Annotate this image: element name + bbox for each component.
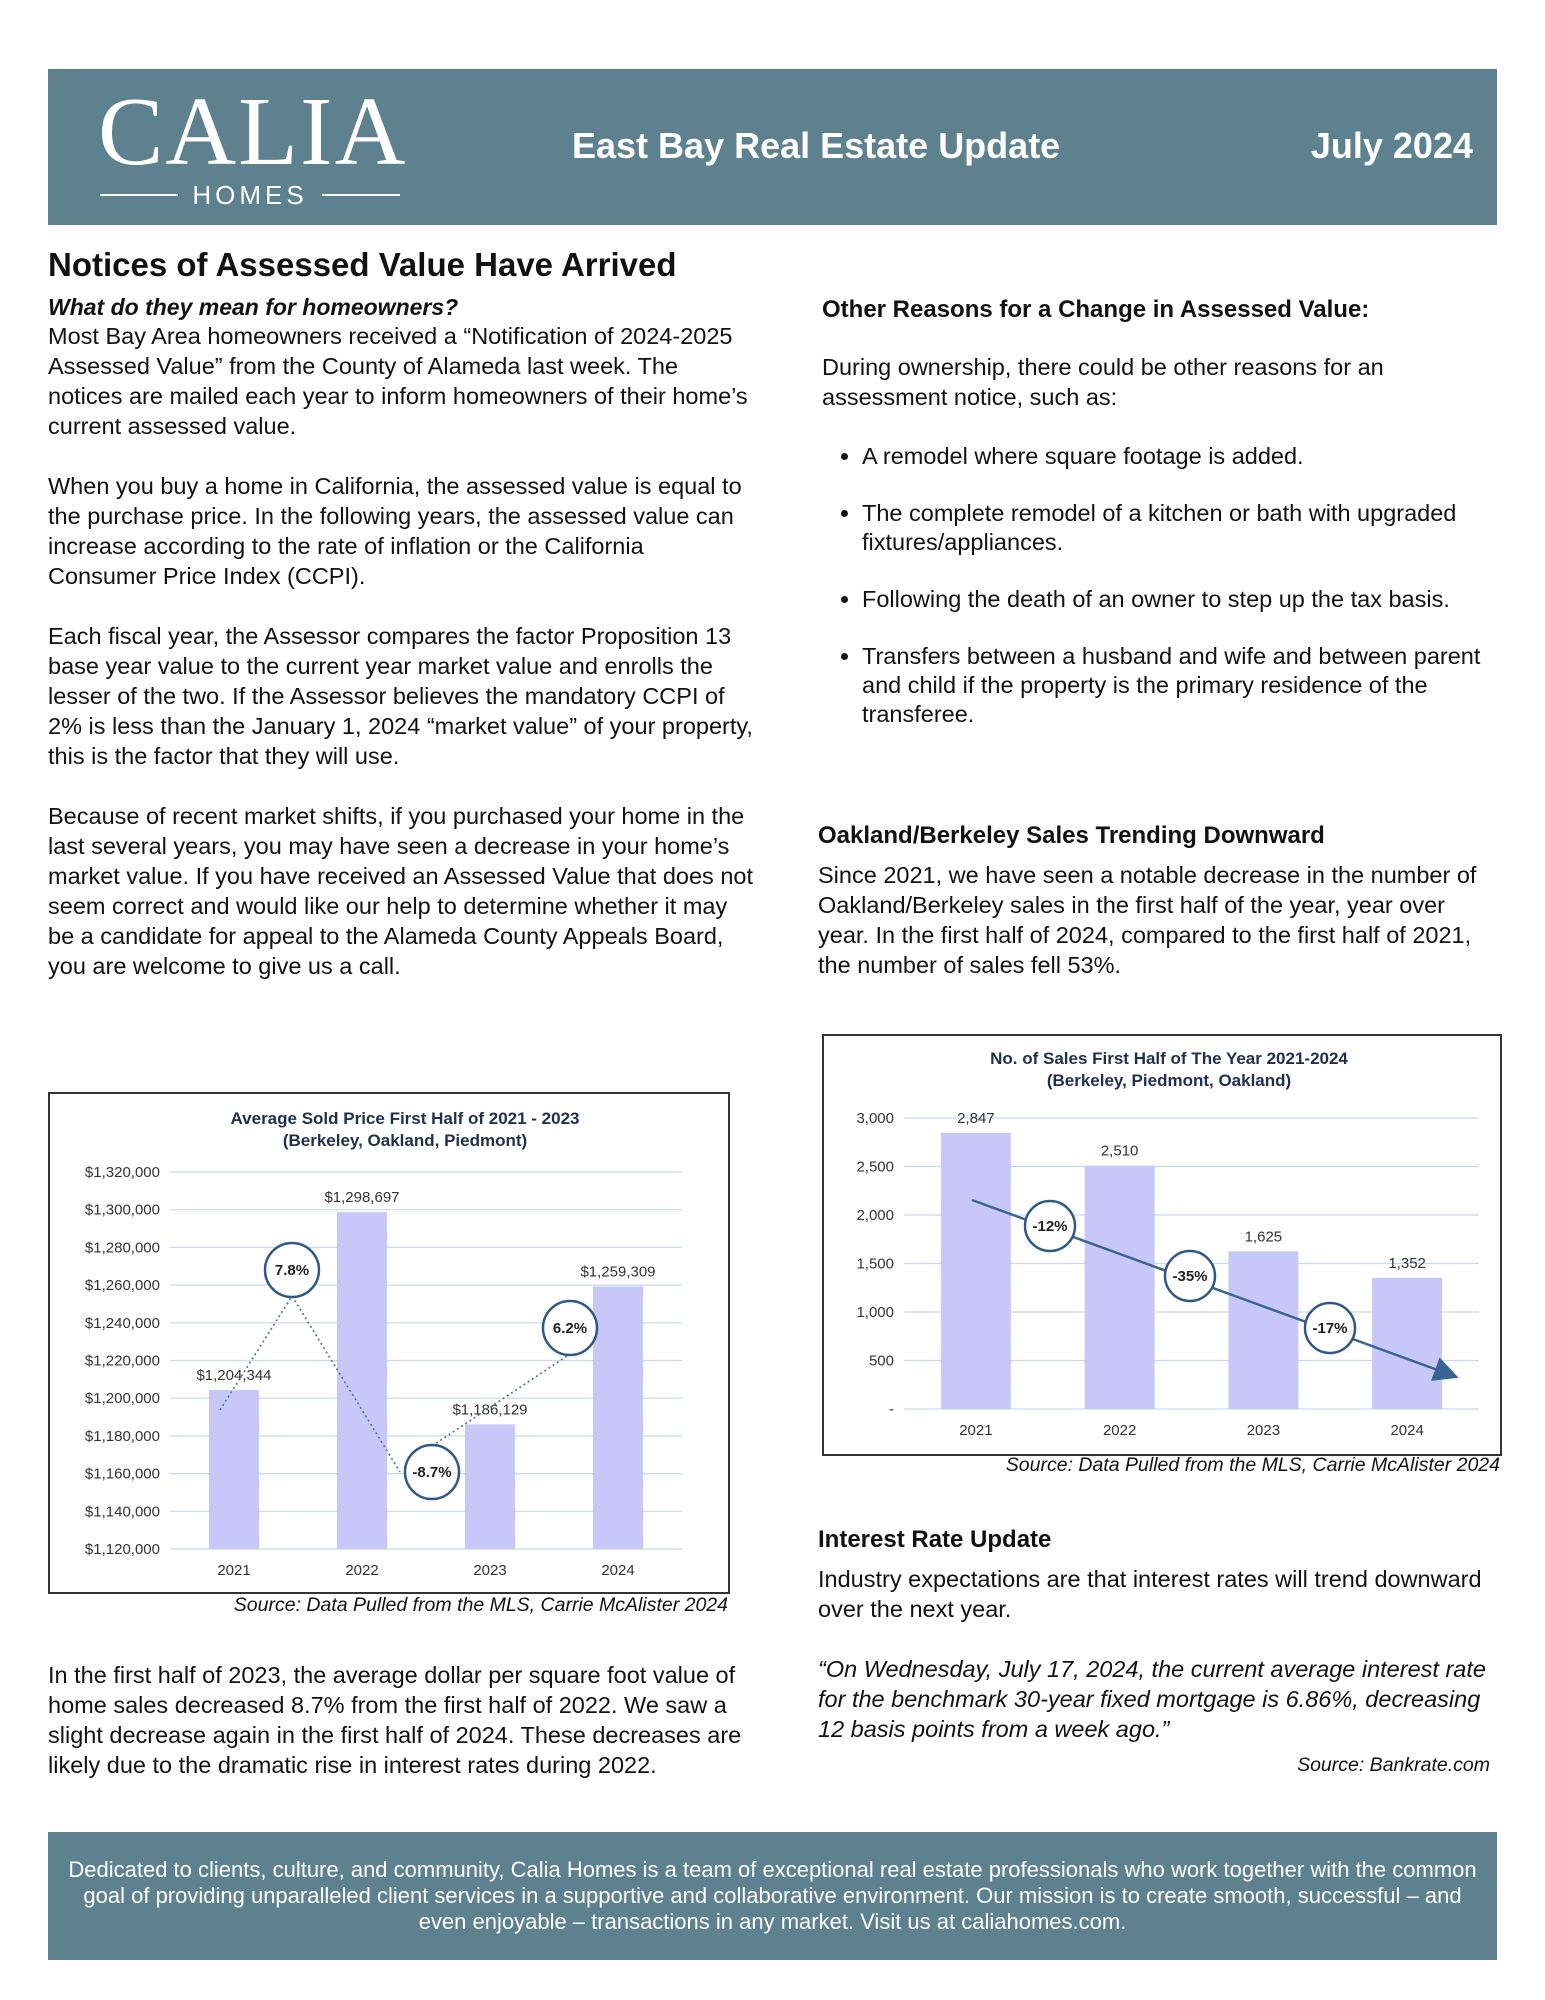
x-tick-label: 2021 xyxy=(217,1562,251,1579)
sales-heading: Oakland/Berkeley Sales Trending Downward xyxy=(818,822,1325,849)
avg-price-chart-source: Source: Data Pulled from the MLS, Carrie McAlister 2024 xyxy=(233,1594,728,1616)
avg-price-chart xyxy=(48,1092,730,1594)
bar xyxy=(1372,1278,1442,1409)
y-tick-label: 1,500 xyxy=(856,1255,894,1273)
chart-subtitle: (Berkeley, Piedmont, Oakland) xyxy=(1046,1071,1292,1090)
x-tick-label: 2024 xyxy=(601,1562,635,1579)
list-item: • Following the death of an owner to step up the tax basis. xyxy=(862,585,1502,614)
avg-price-chart-svg xyxy=(50,1094,728,1592)
reasons-intro: During ownership, there could be other reasons for an assessment notice, such as: xyxy=(822,354,1384,410)
bar-value-label: 2,847 xyxy=(957,1109,995,1127)
y-tick-label: $1,200,000 xyxy=(84,1390,160,1408)
newsletter-date: July 2024 xyxy=(1310,125,1473,166)
bar-value-label: $1,298,697 xyxy=(324,1189,400,1207)
reasons-list xyxy=(822,442,1502,729)
paragraph-1: Most Bay Area homeowners received a “Notification of 2024-2025 Assessed Value” from the County of Alameda last week. The notices are mailed each year to inform homeowners of their home’s current assessed value. xyxy=(48,323,748,439)
x-tick-label: 2022 xyxy=(345,1562,379,1579)
y-tick-label: $1,320,000 xyxy=(84,1164,160,1181)
bar xyxy=(593,1286,643,1549)
chart-title: No. of Sales First Half of The Year 2021-2024 xyxy=(990,1049,1348,1068)
x-tick-label: 2024 xyxy=(1390,1422,1424,1439)
paragraph-3: Each fiscal year, the Assessor compares the factor Proposition 13 base year value to the current year market value and enrolls the lesser of the two. If the Assessor believes the mandatory CCPI of 2% is less than the January 1, 2024 “market value” of your property, this is the factor that they will use. xyxy=(48,623,753,769)
rate-section xyxy=(818,1526,1498,1777)
y-tick-label: 2,500 xyxy=(856,1158,894,1176)
sales-count-chart-svg xyxy=(824,1036,1500,1454)
bar-value-label: $1,259,309 xyxy=(580,1263,656,1281)
sales-text: Since 2021, we have seen a notable decrease in the number of Oakland/Berkeley sales in the first half of the year, year over year. In the first half of 2024, compared to the first half of 2021, the number of sales fell 53%. xyxy=(818,862,1477,978)
x-tick-label: 2023 xyxy=(473,1562,507,1579)
y-tick-label: $1,300,000 xyxy=(84,1201,160,1219)
logo-wordmark: CALIA xyxy=(98,78,408,186)
bar-value-label: $1,186,129 xyxy=(452,1401,528,1419)
x-tick-label: 2022 xyxy=(1102,1422,1137,1439)
bar xyxy=(1085,1166,1155,1409)
reasons-heading: Other Reasons for a Change in Assessed Value: xyxy=(822,296,1370,323)
paragraph-4: Because of recent market shifts, if you purchased your home in the last several years, you may have seen a decrease in your home’s market value. If you have received an Assessed Value that does not seem correct and would like our help to determine whether it may be a candidate for appeal to the Alameda County Appeals Board, you are welcome to give us a call. xyxy=(48,803,753,979)
bar xyxy=(941,1133,1011,1409)
y-tick-label: $1,260,000 xyxy=(84,1277,160,1295)
bar-value-label: 2,510 xyxy=(1100,1142,1139,1160)
bar xyxy=(209,1390,259,1549)
rate-heading: Interest Rate Update xyxy=(818,1526,1052,1553)
x-tick-label: 2023 xyxy=(1246,1422,1281,1439)
bar xyxy=(1228,1251,1298,1409)
list-item: • A remodel where square footage is added. xyxy=(862,442,1502,471)
footer-banner xyxy=(48,1832,1497,1960)
paragraph-5: In the first half of 2023, the average dollar per square foot value of home sales decreased 8.7% from the first half of 2022. We saw a slight decrease again in the first half of 2024. These decreases are likely due to the dramatic rise in interest rates during 2022. xyxy=(48,1662,742,1778)
article-title: Notices of Assessed Value Have Arrived xyxy=(48,246,677,283)
chart-subtitle: (Berkeley, Oakland, Piedmont) xyxy=(282,1131,528,1150)
y-tick-label: 1,000 xyxy=(856,1304,894,1321)
y-tick-label: $1,160,000 xyxy=(84,1465,160,1483)
right-column xyxy=(822,296,1502,757)
bar xyxy=(337,1212,387,1549)
change-badge-label: -17% xyxy=(1312,1320,1348,1337)
chart-title: Average Sold Price First Half of 2021 - 2023 xyxy=(230,1109,580,1128)
sales-section xyxy=(818,822,1498,980)
logo-homes-text: HOMES xyxy=(192,179,308,210)
paragraph-2: When you buy a home in California, the assessed value is equal to the purchase price. In the following years, the assessed value can increase according to the rate of inflation or the California Consumer Price Index (CCPI). xyxy=(48,473,742,589)
left-column xyxy=(48,246,758,981)
y-tick-label: $1,220,000 xyxy=(84,1352,160,1370)
bar-value-label: $1,204,344 xyxy=(196,1367,272,1385)
sales-chart-source: Source: Data Pulled from the MLS, Carrie McAlister 2024 xyxy=(1005,1454,1500,1476)
logo-rule-left xyxy=(100,194,178,196)
left-bottom-text xyxy=(48,1660,768,1780)
x-tick-label: 2021 xyxy=(959,1422,993,1439)
y-tick-label: 2,000 xyxy=(856,1207,894,1224)
bar xyxy=(465,1424,515,1549)
y-tick-label: 3,000 xyxy=(856,1110,894,1127)
article-subtitle: What do they mean for homeowners? xyxy=(48,294,459,320)
change-badge-label: -12% xyxy=(1032,1218,1068,1235)
change-badge-label: 7.8% xyxy=(274,1262,310,1279)
list-item: • Transfers between a husband and wife and between parent and child if the property is the primary residence of the transferee. xyxy=(862,642,1502,729)
y-tick-label: $1,240,000 xyxy=(84,1314,160,1332)
y-tick-label: - xyxy=(889,1401,894,1418)
y-tick-label: $1,280,000 xyxy=(84,1239,160,1257)
change-badge-label: -8.7% xyxy=(412,1464,452,1481)
change-badge-label: -35% xyxy=(1172,1268,1208,1285)
logo-rule-right xyxy=(322,194,400,196)
list-item: • The complete remodel of a kitchen or bath with upgraded fixtures/appliances. xyxy=(862,499,1502,557)
rate-text: Industry expectations are that interest rates will trend downward over the next year. xyxy=(818,1566,1482,1622)
y-tick-label: $1,140,000 xyxy=(84,1503,160,1521)
bar-value-label: 1,352 xyxy=(1388,1254,1426,1272)
sales-count-chart xyxy=(822,1034,1502,1456)
rate-quote: “On Wednesday, July 17, 2024, the current average interest rate for the benchmark 30-year fixed mortgage is 6.86%, decreasing 12 basis points from a week ago.” xyxy=(818,1656,1486,1742)
y-tick-label: $1,180,000 xyxy=(84,1427,160,1445)
logo-sub xyxy=(100,181,400,209)
y-tick-label: $1,120,000 xyxy=(84,1541,160,1558)
change-badge-label: 6.2% xyxy=(552,1320,588,1337)
newsletter-title: East Bay Real Estate Update xyxy=(572,125,1061,166)
y-tick-label: 500 xyxy=(868,1352,894,1370)
bar-value-label: 1,625 xyxy=(1244,1228,1283,1246)
header-banner xyxy=(48,69,1497,225)
footer-text: Dedicated to clients, culture, and community, Calia Homes is a team of exceptional real estate professionals who work together with the common goal of providing unparalleled client services in a supportive and collaborative environment. Our mission is to create smooth, successful – and even enjoyable – transactions in any market. Visit us at caliahomes.com. xyxy=(68,1857,1477,1934)
rate-quote-source: Source: Bankrate.com xyxy=(1297,1754,1490,1776)
